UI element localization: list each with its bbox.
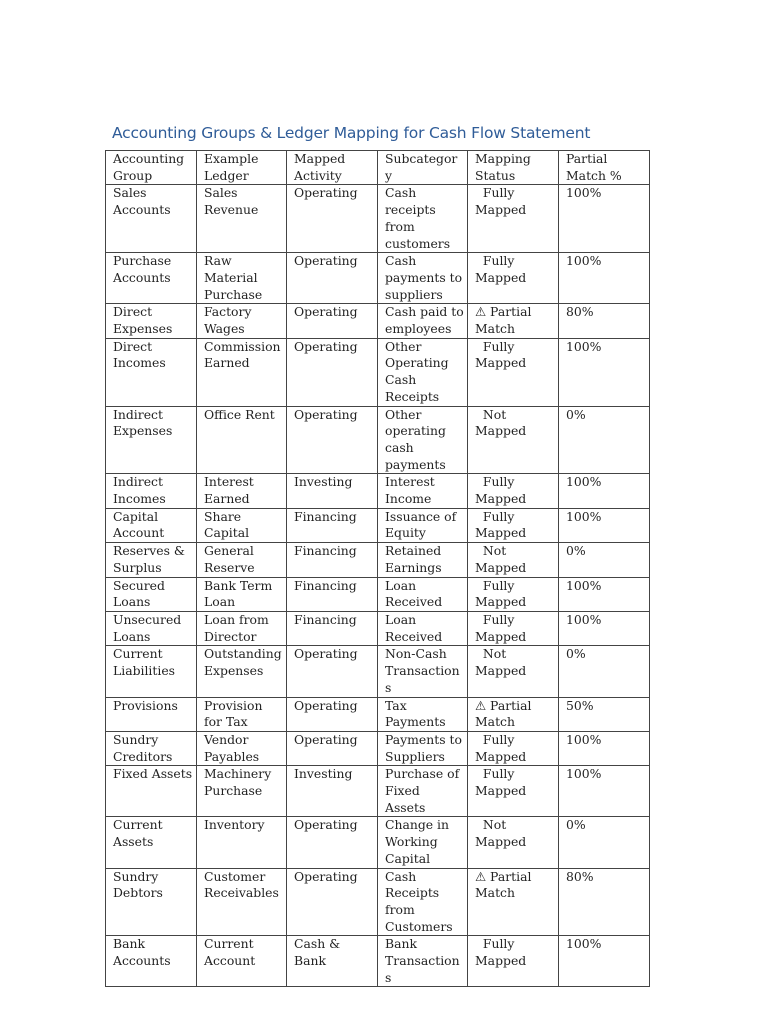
partial-match-cell: 100% — [559, 185, 650, 253]
table-row — [106, 697, 650, 731]
partial-match-cell: 50% — [559, 697, 650, 731]
table-row — [106, 508, 650, 542]
mapped-activity-cell: Operating — [287, 697, 378, 731]
header-mapped-activity: Mapped Activity — [287, 151, 378, 185]
partial-match-cell: 100% — [559, 474, 650, 508]
mapping-status-cell: Fully Mapped — [468, 611, 559, 645]
mapped-activity-cell: Financing — [287, 543, 378, 577]
partial-match-cell: 0% — [559, 406, 650, 474]
mapped-activity-cell: Cash & Bank — [287, 936, 378, 987]
accounting-group-cell: Sales Accounts — [106, 185, 197, 253]
accounting-group-cell: Secured Loans — [106, 577, 197, 611]
partial-match-cell: 100% — [559, 577, 650, 611]
partial-match-cell: 100% — [559, 508, 650, 542]
partial-match-cell: 80% — [559, 868, 650, 936]
mapping-status-cell: Fully Mapped — [468, 474, 559, 508]
subcategory-cell: Loan Received — [378, 577, 468, 611]
mapped-activity-cell: Operating — [287, 253, 378, 304]
mapped-activity-cell: Operating — [287, 304, 378, 338]
mapping-status-cell: Fully Mapped — [468, 731, 559, 765]
mapped-activity-cell: Operating — [287, 868, 378, 936]
subcategory-cell: Bank Transactions — [378, 936, 468, 987]
partial-match-cell: 0% — [559, 817, 650, 868]
accounting-group-cell: Provisions — [106, 697, 197, 731]
header-accounting-group: Accounting Group — [106, 151, 197, 185]
example-ledger-cell: Raw Material Purchase — [197, 253, 287, 304]
mapping-status-cell: Fully Mapped — [468, 253, 559, 304]
header-mapping-status: Mapping Status — [468, 151, 559, 185]
table-row — [106, 577, 650, 611]
partial-match-cell: 0% — [559, 543, 650, 577]
partial-match-cell: 100% — [559, 338, 650, 406]
table-row — [106, 185, 650, 253]
mapping-status-cell: ⚠ Partial Match — [468, 304, 559, 338]
table-row — [106, 868, 650, 936]
mapped-activity-cell: Operating — [287, 646, 378, 697]
mapped-activity-cell: Operating — [287, 338, 378, 406]
subcategory-cell: Cash receipts from customers — [378, 185, 468, 253]
subcategory-cell: Other operating cash payments — [378, 406, 468, 474]
table-row — [106, 543, 650, 577]
partial-match-cell: 100% — [559, 936, 650, 987]
accounting-group-cell: Purchase Accounts — [106, 253, 197, 304]
document-title: Accounting Groups & Ledger Mapping for Cash Flow Statement — [112, 124, 591, 142]
accounting-group-cell: Fixed Assets — [106, 766, 197, 817]
mapping-status-cell: Not Mapped — [468, 646, 559, 697]
subcategory-cell: Cash paid to employees — [378, 304, 468, 338]
mapped-activity-cell: Operating — [287, 731, 378, 765]
example-ledger-cell: Bank Term Loan — [197, 577, 287, 611]
accounting-group-cell: Unsecured Loans — [106, 611, 197, 645]
subcategory-cell: Loan Received — [378, 611, 468, 645]
table-row — [106, 611, 650, 645]
mapping-status-cell: Fully Mapped — [468, 577, 559, 611]
mapped-activity-cell: Investing — [287, 766, 378, 817]
mapping-status-cell: Fully Mapped — [468, 766, 559, 817]
mapping-status-cell: ⚠ Partial Match — [468, 868, 559, 936]
mapped-activity-cell: Operating — [287, 817, 378, 868]
table-row — [106, 817, 650, 868]
example-ledger-cell: General Reserve — [197, 543, 287, 577]
header-partial-match: Partial Match % — [559, 151, 650, 185]
subcategory-cell: Other Operating Cash Receipts — [378, 338, 468, 406]
partial-match-cell: 100% — [559, 611, 650, 645]
example-ledger-cell: Loan from Director — [197, 611, 287, 645]
subcategory-cell: Tax Payments — [378, 697, 468, 731]
subcategory-cell: Payments to Suppliers — [378, 731, 468, 765]
example-ledger-cell: Commission Earned — [197, 338, 287, 406]
mapping-status-cell: Fully Mapped — [468, 936, 559, 987]
partial-match-cell: 100% — [559, 766, 650, 817]
table-header-row — [106, 151, 650, 185]
accounting-group-cell: Capital Account — [106, 508, 197, 542]
subcategory-cell: Retained Earnings — [378, 543, 468, 577]
header-example-ledger: Example Ledger — [197, 151, 287, 185]
example-ledger-cell: Inventory — [197, 817, 287, 868]
example-ledger-cell: Vendor Payables — [197, 731, 287, 765]
partial-match-cell: 0% — [559, 646, 650, 697]
accounting-group-cell: Indirect Expenses — [106, 406, 197, 474]
table-row — [106, 766, 650, 817]
example-ledger-cell: Machinery Purchase — [197, 766, 287, 817]
header-subcategory: Subcategory — [378, 151, 468, 185]
mapped-activity-cell: Operating — [287, 185, 378, 253]
table-row — [106, 253, 650, 304]
partial-match-cell: 100% — [559, 253, 650, 304]
subcategory-cell: Cash payments to suppliers — [378, 253, 468, 304]
mapping-status-cell: Fully Mapped — [468, 185, 559, 253]
table-row — [106, 646, 650, 697]
table-row — [106, 406, 650, 474]
mapping-status-cell: Not Mapped — [468, 406, 559, 474]
mapping-status-cell: Not Mapped — [468, 817, 559, 868]
example-ledger-cell: Current Account — [197, 936, 287, 987]
partial-match-cell: 80% — [559, 304, 650, 338]
accounting-group-cell: Sundry Creditors — [106, 731, 197, 765]
table-row — [106, 936, 650, 987]
example-ledger-cell: Provision for Tax — [197, 697, 287, 731]
example-ledger-cell: Interest Earned — [197, 474, 287, 508]
subcategory-cell: Cash Receipts from Customers — [378, 868, 468, 936]
example-ledger-cell: Outstanding Expenses — [197, 646, 287, 697]
example-ledger-cell: Office Rent — [197, 406, 287, 474]
table-row — [106, 338, 650, 406]
accounting-group-cell: Current Liabilities — [106, 646, 197, 697]
accounting-group-cell: Direct Incomes — [106, 338, 197, 406]
ledger-mapping-table — [105, 150, 650, 987]
subcategory-cell: Change in Working Capital — [378, 817, 468, 868]
table-row — [106, 304, 650, 338]
accounting-group-cell: Reserves & Surplus — [106, 543, 197, 577]
accounting-group-cell: Direct Expenses — [106, 304, 197, 338]
subcategory-cell: Interest Income — [378, 474, 468, 508]
example-ledger-cell: Customer Receivables — [197, 868, 287, 936]
accounting-group-cell: Current Assets — [106, 817, 197, 868]
subcategory-cell: Non-Cash Transactions — [378, 646, 468, 697]
mapped-activity-cell: Financing — [287, 577, 378, 611]
accounting-group-cell: Sundry Debtors — [106, 868, 197, 936]
mapped-activity-cell: Investing — [287, 474, 378, 508]
example-ledger-cell: Sales Revenue — [197, 185, 287, 253]
accounting-group-cell: Bank Accounts — [106, 936, 197, 987]
mapping-status-cell: Fully Mapped — [468, 338, 559, 406]
mapped-activity-cell: Financing — [287, 611, 378, 645]
subcategory-cell: Purchase of Fixed Assets — [378, 766, 468, 817]
mapping-status-cell: Not Mapped — [468, 543, 559, 577]
partial-match-cell: 100% — [559, 731, 650, 765]
example-ledger-cell: Share Capital — [197, 508, 287, 542]
example-ledger-cell: Factory Wages — [197, 304, 287, 338]
subcategory-cell: Issuance of Equity — [378, 508, 468, 542]
accounting-group-cell: Indirect Incomes — [106, 474, 197, 508]
table-body — [106, 151, 650, 987]
mapped-activity-cell: Operating — [287, 406, 378, 474]
table-row — [106, 731, 650, 765]
mapping-status-cell: Fully Mapped — [468, 508, 559, 542]
mapping-status-cell: ⚠ Partial Match — [468, 697, 559, 731]
mapped-activity-cell: Financing — [287, 508, 378, 542]
table-row — [106, 474, 650, 508]
